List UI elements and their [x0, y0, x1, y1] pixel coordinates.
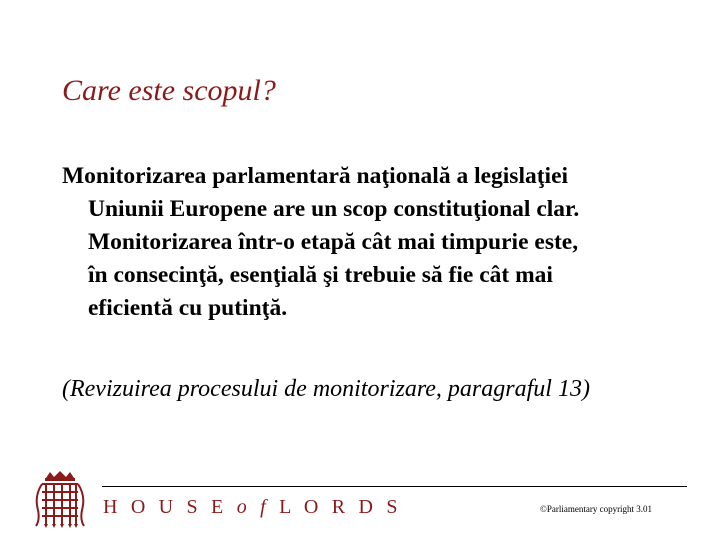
wordmark-lords: L O R D S [279, 496, 402, 518]
copyright-notice: ©Parliamentary copyright 3.01 [540, 504, 653, 514]
slide-body [62, 160, 702, 325]
body-line: în consecinţă, esenţială şi trebuie să fie cât mai [88, 262, 553, 288]
body-line: eficientă cu putinţă. [88, 295, 288, 321]
wordmark-house: H O U S E [103, 496, 228, 518]
body-line: Monitorizarea într-o etapă cât mai timpurie este, [88, 229, 579, 255]
footer-divider [102, 486, 687, 487]
slide-title: Care este scopul? [62, 74, 276, 107]
wordmark-of: o f [236, 496, 270, 518]
body-line: Uniunii Europene are un scop constituţional clar. [88, 196, 580, 222]
body-line: Monitorizarea parlamentară naţională a legislaţiei [62, 163, 569, 189]
portcullis-icon [30, 470, 90, 530]
citation: (Revizuirea procesului de monitorizare, paragraful 13) [62, 376, 590, 402]
house-of-lords-wordmark [103, 496, 402, 519]
